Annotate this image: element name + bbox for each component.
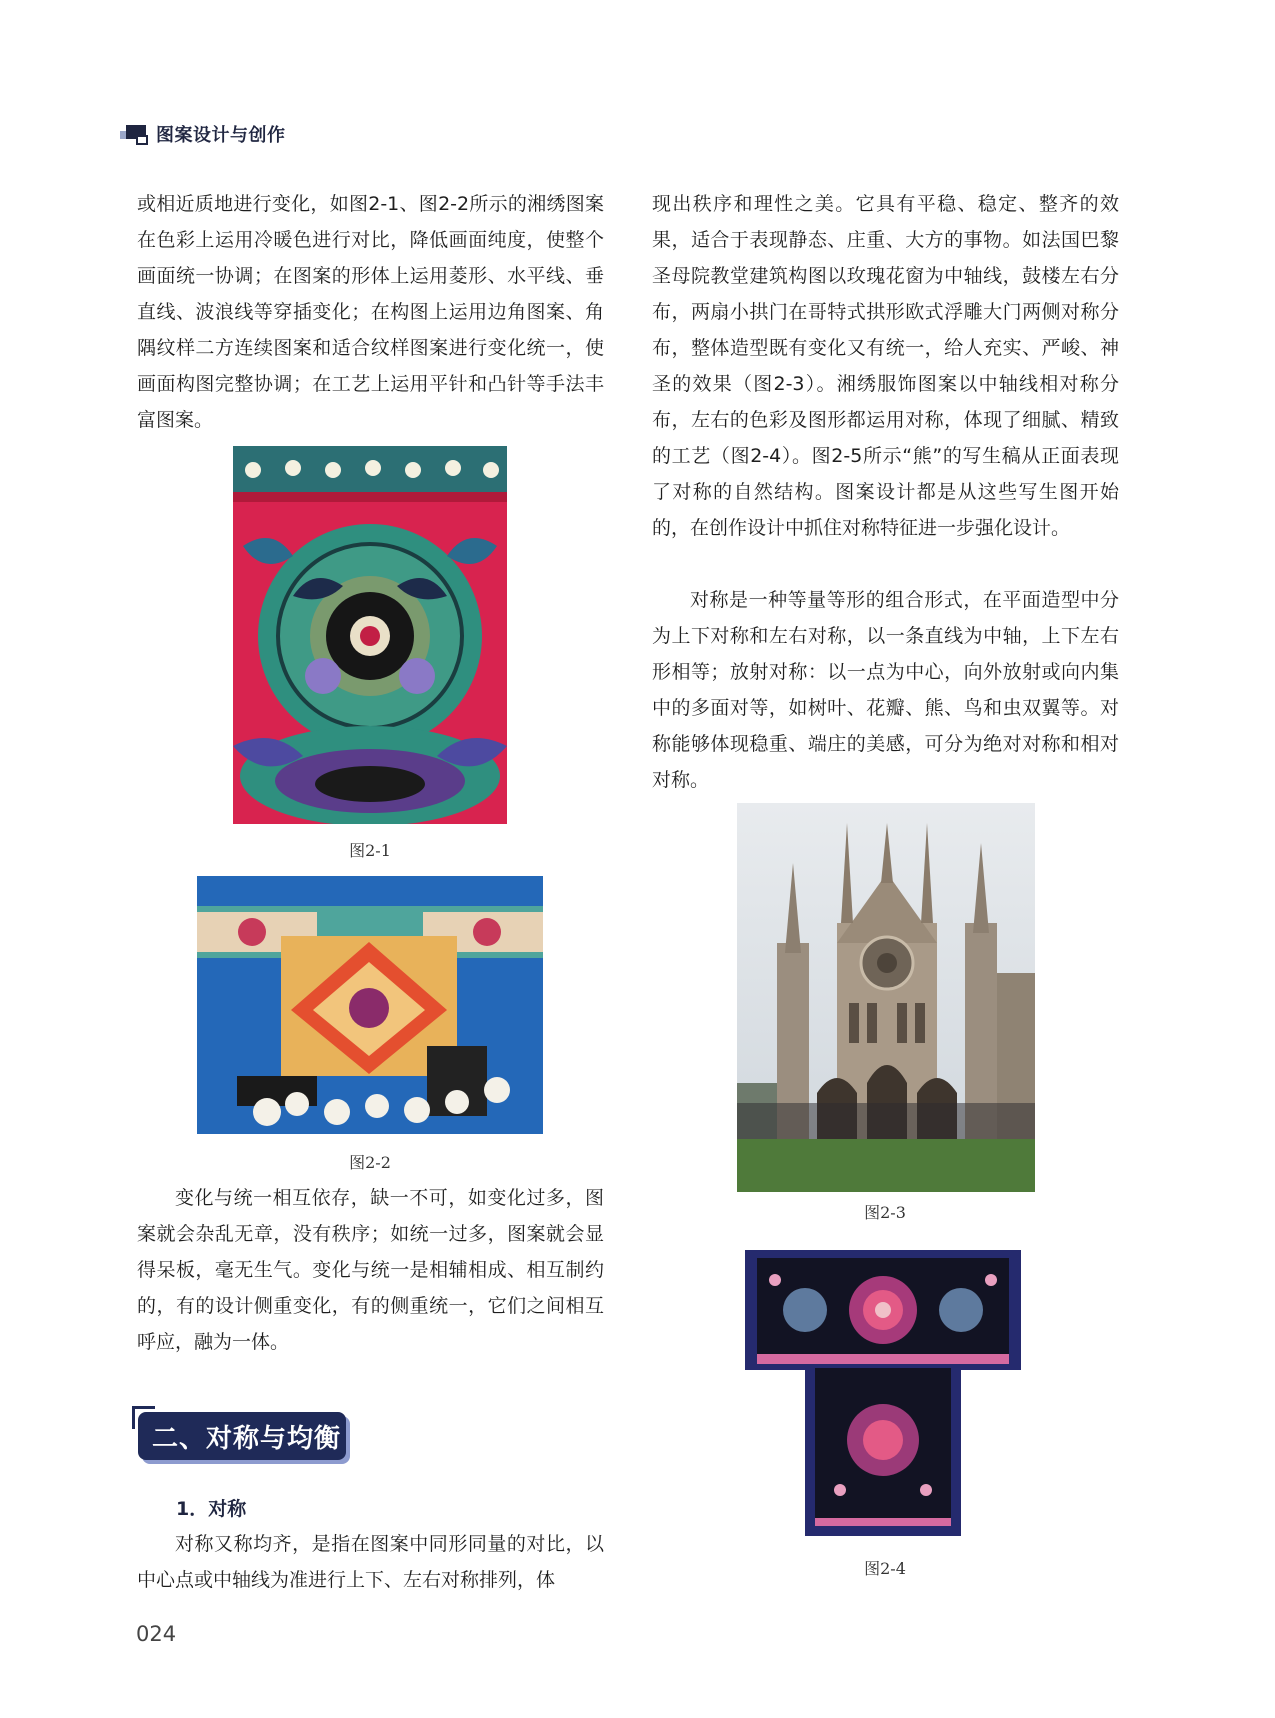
subheading-symmetry: 1．对称 [176,1498,247,1520]
page-number: 024 [136,1622,177,1646]
left-paragraph-1: 或相近质地进行变化，如图2-1、图2-2所示的湘绣图案在色彩上运用冷暖色进行对比，降低画面纯度，使整个画面统一协调；在图案的形体上运用菱形、水平线、垂直线、波浪线等穿插变化；在构图上运用边角图案、角隅纹样二方连续图案和适合纹样图案进行变化统一，使画面构图完整协调；在工艺上运用平针和凸针等手法丰富图案。 [137,193,604,431]
left-paragraph-2: 变化与统一相互依存，缺一不可，如变化过多，图案就会杂乱无章，没有秩序；如统一过多，图案就会显得呆板，毫无生气。变化与统一是相辅相成、相互制约的，有的设计侧重变化，有的侧重统一，它们之间相互呼应，融为一体。 [137,1187,604,1353]
figure-2-4-caption: 图2-4 [864,1559,906,1578]
figure-2-2-embroidered-garment [197,876,543,1134]
figure-2-3-caption: 图2-3 [864,1203,906,1222]
section-heading: 二、对称与均衡 [152,1424,342,1454]
section-heading-box [138,1412,346,1460]
running-header [120,120,286,148]
figure-2-4-embroidered-apron [745,1250,1021,1536]
figure-2-1-caption: 图2-1 [349,841,391,860]
right-paragraph-1: 现出秩序和理性之美。它具有平稳、稳定、整齐的效果，适合于表现静态、庄重、大方的事物。如法国巴黎圣母院教堂建筑构图以玫瑰花窗为中轴线，鼓楼左右分布，两扇小拱门在哥特式拱形欧式浮雕大门两侧对称分布，整体造型既有变化又有统一，给人充实、严峻、神圣的效果（图2-3）。湘绣服饰图案以中轴线相对称分布，左右的色彩及图形都运用对称，体现了细腻、精致的工艺（图2-4）。图2-5所示“熊”的写生稿从正面表现了对称的自然结构。图案设计都是从这些写生图开始的，在创作设计中抓住对称特征进一步强化设计。 [652,193,1119,539]
figure-2-1-embroidery [233,446,507,824]
figure-2-2-caption: 图2-2 [349,1153,391,1172]
left-paragraph-3: 对称又称均齐，是指在图案中同形同量的对比，以中心点或中轴线为准进行上下、左右对称排列，体 [137,1533,604,1591]
figure-2-3-cathedral-photo [737,803,1035,1192]
book-title: 图案设计与创作 [156,125,286,146]
right-paragraph-2: 对称是一种等量等形的组合形式，在平面造型中分为上下对称和左右对称，以一条直线为中轴，上下左右形相等；放射对称：以一点为中心，向外放射或向内集中的多面对等，如树叶、花瓣、熊、鸟和虫双翼等。对称能够体现稳重、端庄的美感，可分为绝对对称和相对对称。 [652,589,1119,791]
book-corner-icon [120,121,150,147]
